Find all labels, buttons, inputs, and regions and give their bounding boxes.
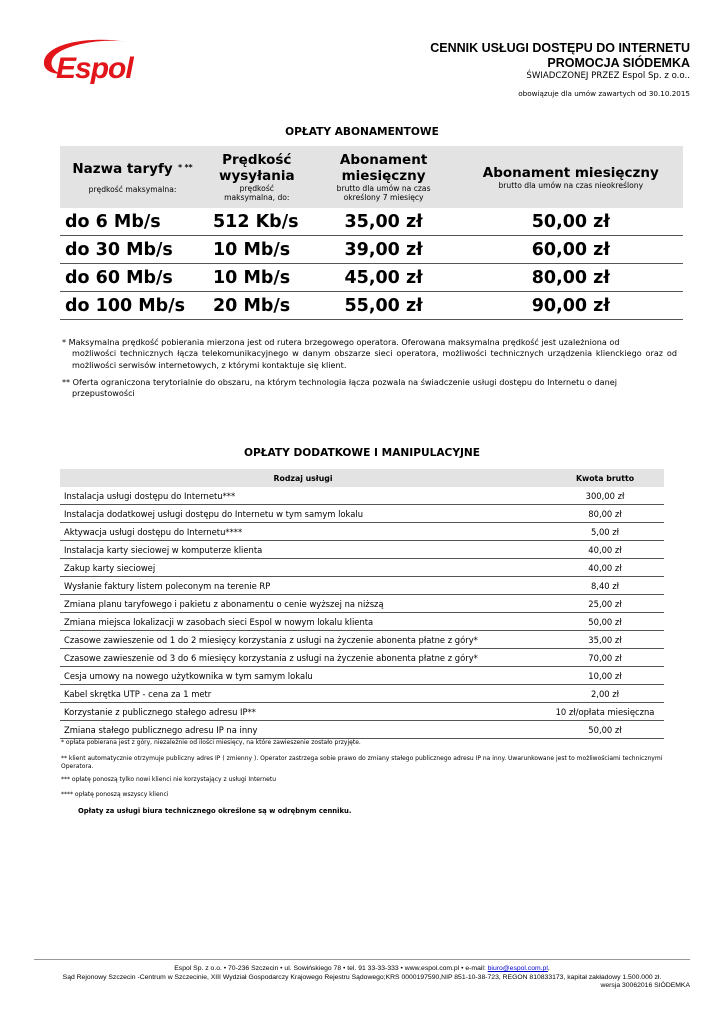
fees-header-row [60, 469, 664, 487]
fee-service: Aktywacja usługi dostępu do Internetu**** [60, 523, 546, 541]
col-fixed-sub: brutto dla umów na czas określony 7 miesięcy [336, 184, 431, 202]
fee-service: Zmiana miejsca lokalizacji w zasobach sieci Espol w nowym lokalu klienta [60, 613, 546, 631]
tariff-open-price: 90,00 zł [459, 292, 683, 320]
fee-service: Zmiana stałego publicznego adresu IP na inny [60, 721, 546, 739]
fee-service: Czasowe zawieszenie od 1 do 2 miesięcy korzystania z usługi na życzenie abonenta płatne z góry* [60, 631, 546, 649]
fee-row [60, 559, 664, 577]
col-tariff [60, 146, 205, 208]
fee-amount: 50,00 zł [546, 613, 664, 631]
note-max-speed [62, 337, 677, 371]
footnote-all-clients: **** opłatę ponoszą wszyscy klienci [61, 791, 169, 798]
fee-amount: 50,00 zł [546, 721, 664, 739]
tariff-open-price: 60,00 zł [459, 236, 683, 264]
fee-row [60, 487, 664, 505]
col-tariff-stars: * ** [178, 162, 193, 172]
col-upload-title: Prędkość wysyłania [219, 152, 295, 184]
footer-registry: Sąd Rejonowy Szczecin -Centrum w Szczecinie, XIII Wydział Gospodarczy Krajowego Rejestru Sądowego;KRS 0000197590,NIP 851-10-38-723, REGON 810833173, kapitał zakładowy 1.500.000 zł. [62, 974, 662, 981]
fee-amount: 300,00 zł [546, 487, 664, 505]
footer-divider [34, 959, 690, 960]
fee-amount: 10 zł/opłata miesięczna [546, 703, 664, 721]
fee-amount: 2,00 zł [546, 685, 664, 703]
col-service: Rodzaj usługi [60, 469, 546, 487]
fee-amount: 40,00 zł [546, 541, 664, 559]
footer-contact-end: , [547, 965, 550, 972]
tariff-row [60, 264, 683, 292]
footer-contact [0, 965, 724, 972]
subscription-header-row [60, 146, 683, 208]
note-territory [62, 377, 677, 400]
note-territory-line2: przepustowości [72, 388, 135, 399]
col-fixed-title: Abonament miesięczny [339, 152, 428, 184]
fee-row [60, 667, 664, 685]
fee-service: Instalacja usługi dostępu do Internetu*** [60, 487, 546, 505]
tariff-name: do 6 Mb/s [60, 208, 205, 236]
fee-amount: 5,00 zł [546, 523, 664, 541]
fee-row [60, 613, 664, 631]
fee-amount: 35,00 zł [546, 631, 664, 649]
espol-logo [36, 34, 162, 86]
col-tariff-sub: prędkość maksymalna: [88, 184, 177, 194]
col-upload [205, 146, 309, 208]
footnote-new-clients: *** opłatę ponoszą tylko nowi klienci nie korzystający z usługi Internetu [61, 776, 276, 783]
subscription-section-title: OPŁATY ABONAMENTOWE [285, 126, 439, 138]
price-list-title: CENNIK USŁUGI DOSTĘPU DO INTERNETU [430, 41, 690, 55]
fee-amount: 40,00 zł [546, 559, 664, 577]
tariff-upload: 10 Mb/s [205, 264, 309, 292]
fee-service: Czasowe zawieszenie od 3 do 6 miesięcy korzystania z usługi na życzenie abonenta płatne z góry* [60, 649, 546, 667]
subscription-table [60, 146, 683, 320]
fee-row [60, 505, 664, 523]
fee-amount: 25,00 zł [546, 595, 664, 613]
footer-email-link[interactable]: biuro@espol.com.pl [487, 965, 548, 972]
fee-service: Instalacja dodatkowej usługi dostępu do Internetu w tym samym lokalu [60, 505, 546, 523]
footnote-technical-office: Opłaty za usługi biura technicznego określone są w odrębnym cenniku. [78, 807, 352, 815]
tariff-row [60, 236, 683, 264]
fees-table [60, 469, 664, 739]
col-tariff-title: Nazwa taryfy [72, 160, 173, 177]
fee-service: Zakup karty sieciowej [60, 559, 546, 577]
logo-text: Espol [56, 52, 133, 85]
tariff-open-price: 50,00 zł [459, 208, 683, 236]
col-upload-sub: prędkość maksymalna, do: [224, 184, 290, 202]
col-open-title: Abonament miesięczny [482, 164, 659, 181]
tariff-row [60, 208, 683, 236]
fee-service: Korzystanie z publicznego stałego adresu IP** [60, 703, 546, 721]
col-open-sub: brutto dla umów na czas nieokreślony [498, 180, 644, 190]
tariff-open-price: 80,00 zł [459, 264, 683, 292]
footnote-ip: ** klient automatycznie otrzymuje publiczny adres IP ( zmienny ). Operator zastrzega sobie prawo do zmiany stałego publicznego adresu IP na inny. Uwarunkowane jest to możliwościami technicznymi Operatora. [61, 755, 663, 770]
validity-line: obowiązuje dla umów zawartych od 30.10.2015 [518, 89, 690, 98]
fee-row [60, 595, 664, 613]
fee-service: Instalacja karty sieciowej w komputerze klienta [60, 541, 546, 559]
fee-service: Wysłanie faktury listem poleconym na terenie RP [60, 577, 546, 595]
tariff-fixed-price: 45,00 zł [309, 264, 459, 292]
tariff-name: do 60 Mb/s [60, 264, 205, 292]
fee-row [60, 649, 664, 667]
col-open-term [459, 146, 683, 208]
tariff-fixed-price: 35,00 zł [309, 208, 459, 236]
tariff-row [60, 292, 683, 320]
fee-amount: 70,00 zł [546, 649, 664, 667]
tariff-upload: 512 Kb/s [205, 208, 309, 236]
tariff-name: do 100 Mb/s [60, 292, 205, 320]
tariff-fixed-price: 55,00 zł [309, 292, 459, 320]
fee-row [60, 703, 664, 721]
fee-row [60, 523, 664, 541]
fee-service: Kabel skrętka UTP - cena za 1 metr [60, 685, 546, 703]
promotion-title: PROMOCJA SIÓDEMKA [547, 56, 690, 70]
note-max-speed-line1: * Maksymalna prędkość pobierania mierzona jest od rutera brzegowego operatora. Oferowana maksymalna prędkość jest uzależniona od [62, 337, 620, 347]
fee-row [60, 541, 664, 559]
footnote-suspension: * opłata pobierana jest z góry, niezależnie od ilości miesięcy, na które zawieszenie zostało przyjęte. [61, 739, 361, 746]
fee-service: Zmiana planu taryfowego i pakietu z abonamentu o cenie wyższej na niższą [60, 595, 546, 613]
fee-row [60, 577, 664, 595]
fee-amount: 10,00 zł [546, 667, 664, 685]
footer-contact-text: Espol Sp. z o.o. • 70-236 Szczecin • ul. Sowińskiego 78 • tel. 91 33-33-333 • www.espol.com.pl • e-mail: [174, 965, 488, 972]
tariff-upload: 20 Mb/s [205, 292, 309, 320]
fee-row [60, 685, 664, 703]
fee-amount: 80,00 zł [546, 505, 664, 523]
fee-service: Cesja umowy na nowego użytkownika w tym samym lokalu [60, 667, 546, 685]
fee-amount: 8,40 zł [546, 577, 664, 595]
tariff-name: do 30 Mb/s [60, 236, 205, 264]
fees-section-title: OPŁATY DODATKOWE I MANIPULACYJNE [243, 447, 481, 459]
fee-row [60, 721, 664, 739]
col-amount: Kwota brutto [546, 469, 664, 487]
fee-row [60, 631, 664, 649]
note-max-speed-line2: możliwości technicznych łącza telekomunikacyjnego w danym obszarze sieci operatora, możliwości technicznych urządzenia klienckiego oraz od możliwości serwisów internetowych, z którymi kontaktuje się klient. [72, 348, 677, 370]
col-fixed-term [309, 146, 459, 208]
tariff-fixed-price: 39,00 zł [309, 236, 459, 264]
tariff-upload: 10 Mb/s [205, 236, 309, 264]
provider-line: ŚWIADCZONEJ PRZEZ Espol Sp. z o.o.. [526, 71, 690, 81]
note-territory-line1: ** Oferta ograniczona terytorialnie do obszaru, na którym technologia łącza pozwala na świadczenie usługi dostępu do Internetu o danej [62, 377, 618, 387]
footer-version: wersja 30062016 SIÓDEMKA [600, 982, 690, 989]
